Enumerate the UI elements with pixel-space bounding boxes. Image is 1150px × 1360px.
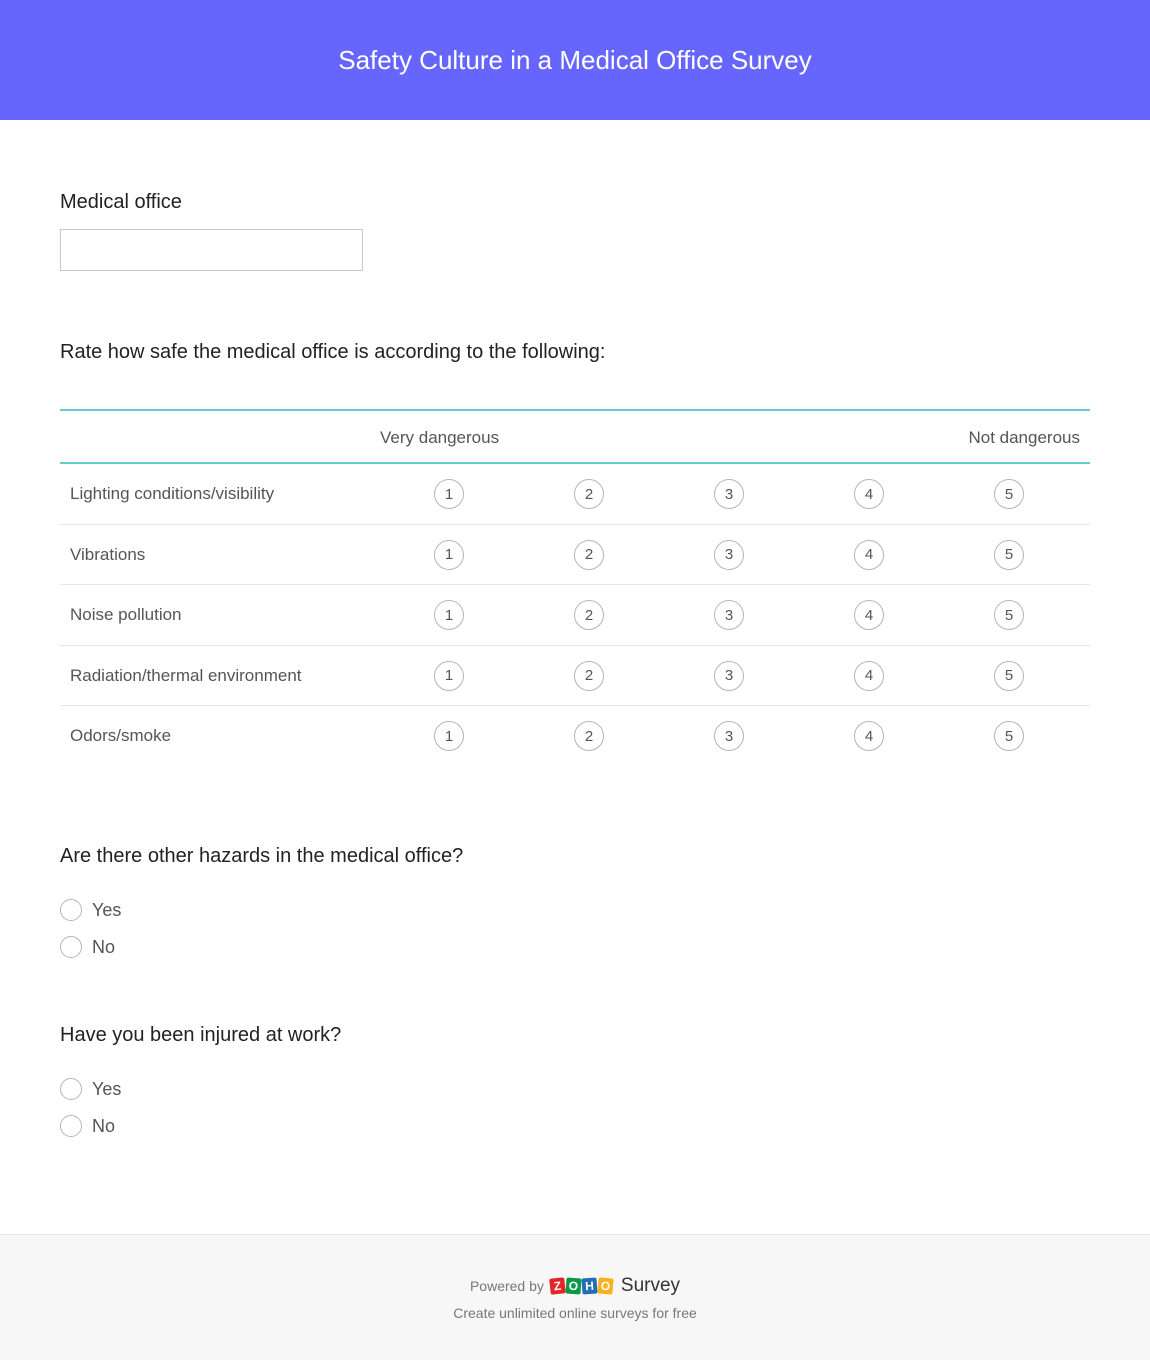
question-rating-label: Rate how safe the medical office is according to the following:	[60, 341, 606, 363]
radio-label: No	[92, 1115, 116, 1136]
rating-option-2[interactable]: 2	[574, 540, 604, 570]
rating-option-5[interactable]: 5	[994, 661, 1024, 691]
rating-option-4[interactable]: 4	[854, 600, 884, 630]
row-label: Lighting conditions/visibility	[70, 484, 275, 503]
radio-label: No	[92, 936, 116, 957]
row-label: Vibrations	[70, 544, 146, 564]
rating-option-1[interactable]: 1	[434, 600, 464, 630]
rating-option-2[interactable]: 2	[574, 661, 604, 691]
logo-letter: H	[581, 1277, 597, 1294]
brand-product-name: Survey	[620, 1275, 681, 1296]
rating-option-3[interactable]: 3	[714, 661, 744, 691]
row-label: Odors/smoke	[70, 726, 172, 745]
medical-office-input[interactable]	[60, 229, 363, 271]
logo-letter: O	[597, 1277, 613, 1294]
rating-option-2[interactable]: 2	[574, 479, 604, 509]
radio-label: Yes	[92, 899, 122, 920]
rating-option-5[interactable]: 5	[994, 540, 1024, 570]
powered-by-text: Powered by	[469, 1278, 544, 1294]
radio-label: Yes	[92, 1078, 122, 1099]
matrix-row-radiation	[60, 646, 1090, 707]
rating-option-4[interactable]: 4	[854, 721, 884, 751]
rating-option-3[interactable]: 3	[714, 479, 744, 509]
radio-button[interactable]	[60, 936, 82, 958]
matrix-row-odors	[60, 706, 1090, 767]
radio-button[interactable]	[60, 1115, 82, 1137]
survey-header	[0, 0, 1150, 120]
matrix-row-lighting	[60, 464, 1090, 525]
scale-low-label: Very dangerous	[380, 428, 500, 447]
injured-option-yes[interactable]	[60, 1078, 121, 1100]
rating-option-3[interactable]: 3	[714, 721, 744, 751]
rating-matrix	[60, 409, 1090, 767]
question-injured-label: Have you been injured at work?	[60, 1024, 342, 1046]
rating-option-4[interactable]: 4	[854, 479, 884, 509]
survey-footer	[0, 1234, 1150, 1360]
rating-option-5[interactable]: 5	[994, 479, 1024, 509]
hazards-option-yes[interactable]	[60, 899, 121, 921]
row-label: Radiation/thermal environment	[70, 665, 302, 685]
rating-option-5[interactable]: 5	[994, 721, 1024, 751]
rating-option-1[interactable]: 1	[434, 540, 464, 570]
radio-button[interactable]	[60, 899, 82, 921]
logo-letter: Z	[549, 1277, 566, 1294]
matrix-header	[60, 409, 1090, 464]
rating-option-1[interactable]: 1	[434, 721, 464, 751]
row-label: Noise pollution	[70, 605, 182, 624]
injured-option-no[interactable]	[60, 1115, 115, 1137]
matrix-row-vibrations	[60, 525, 1090, 586]
matrix-row-noise	[60, 585, 1090, 646]
rating-option-2[interactable]: 2	[574, 600, 604, 630]
question-other-hazards-label: Are there other hazards in the medical office?	[60, 845, 464, 867]
radio-button[interactable]	[60, 1078, 82, 1100]
survey-title: Safety Culture in a Medical Office Survey	[338, 44, 812, 75]
logo-letter: O	[565, 1277, 581, 1294]
rating-option-1[interactable]: 1	[434, 479, 464, 509]
rating-option-1[interactable]: 1	[434, 661, 464, 691]
footer-tagline[interactable]: Create unlimited online surveys for free	[453, 1305, 697, 1321]
rating-option-3[interactable]: 3	[714, 540, 744, 570]
zoho-logo-icon	[550, 1278, 614, 1294]
rating-option-3[interactable]: 3	[714, 600, 744, 630]
rating-option-4[interactable]: 4	[854, 661, 884, 691]
hazards-option-no[interactable]	[60, 936, 115, 958]
rating-option-2[interactable]: 2	[574, 721, 604, 751]
powered-by-row[interactable]	[0, 1275, 1150, 1297]
scale-high-label: Not dangerous	[968, 428, 1080, 447]
question-medical-office-label: Medical office	[60, 191, 182, 213]
rating-option-5[interactable]: 5	[994, 600, 1024, 630]
rating-option-4[interactable]: 4	[854, 540, 884, 570]
